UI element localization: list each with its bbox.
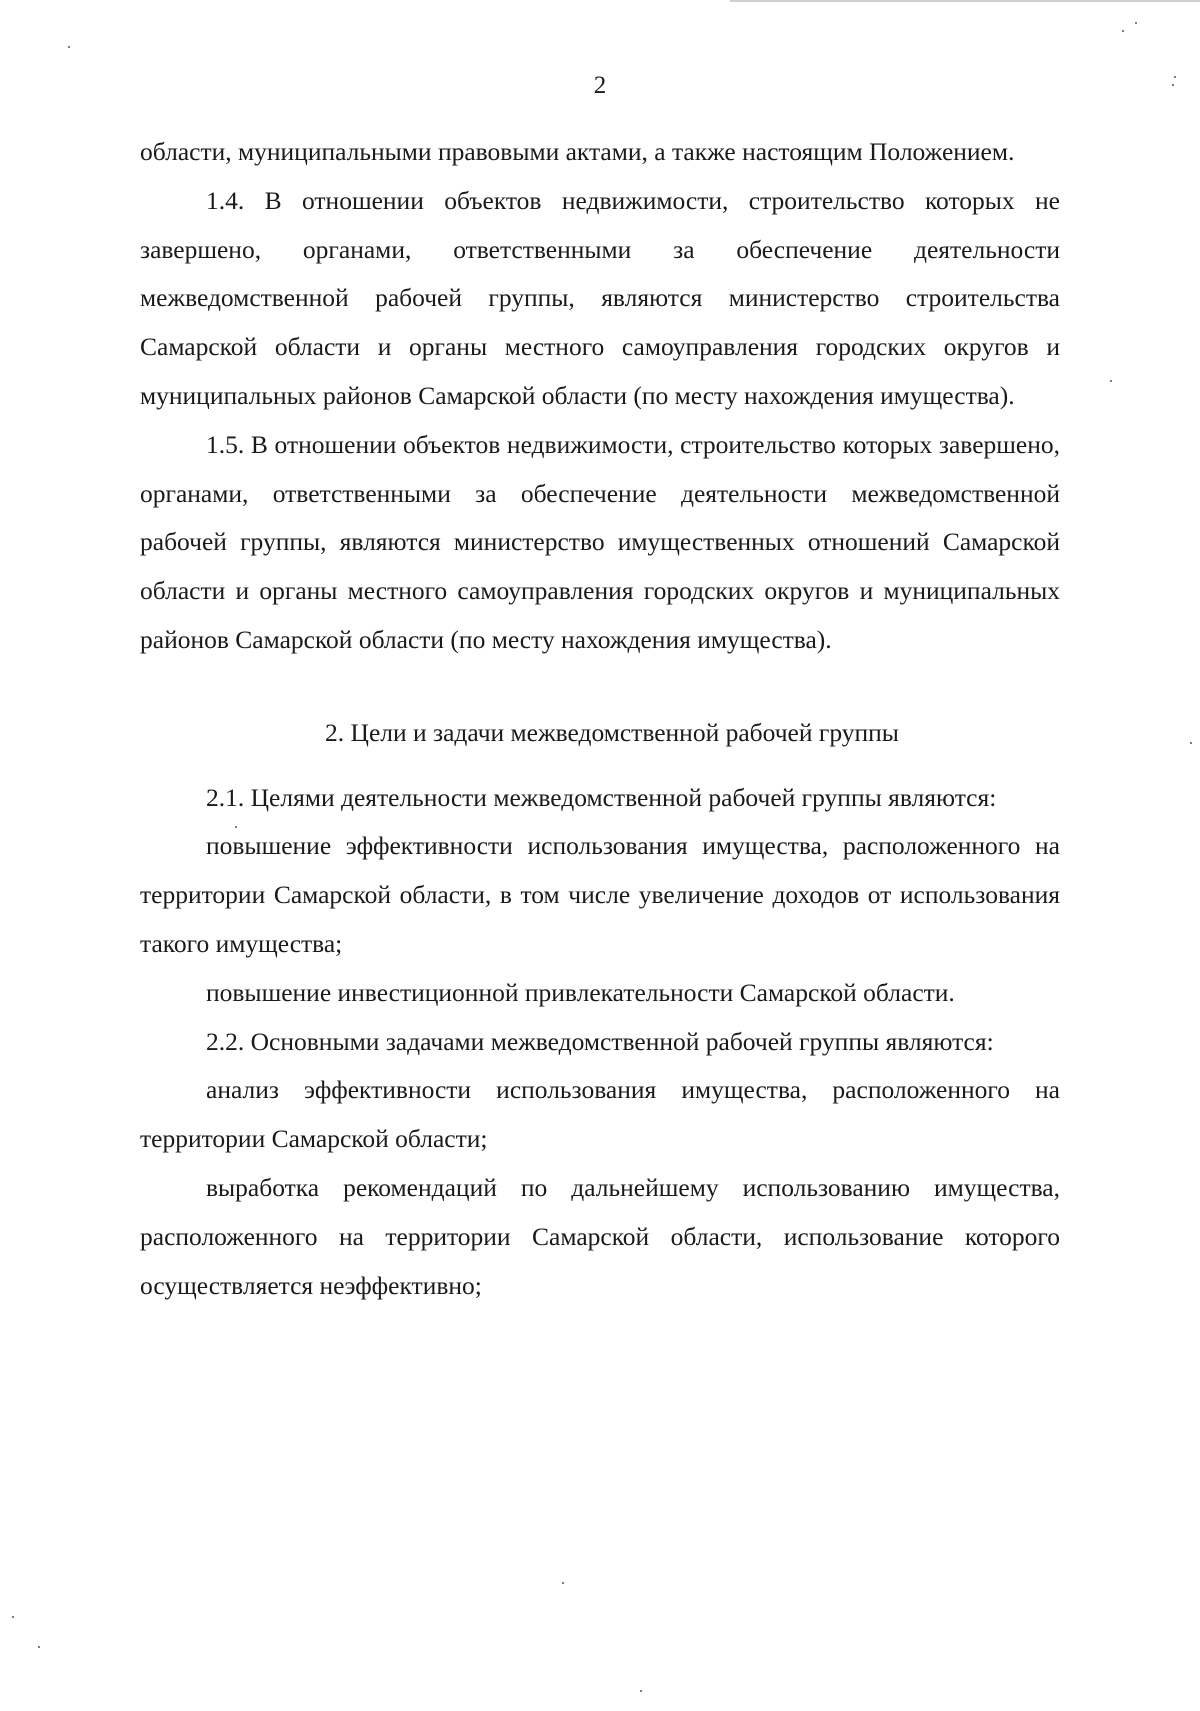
goal-item-1: повышение эффективности использования имущества, расположенного на территории Самарской области, в том числе увеличение доходов от использования такого имущества; bbox=[140, 831, 1060, 958]
paragraph-1-4: 1.4. В отношении объектов недвижимости, строительство которых не завершено, органами, ответственными за обеспечение деятельности межведомственной рабочей группы, являются министерство строительства Самарской области и органы местного самоуправления городских округов и муниципальных районов Самарской области (по месту нахождения имущества). bbox=[140, 185, 1060, 410]
scan-speck bbox=[38, 1646, 40, 1648]
page-number: 2 bbox=[593, 72, 607, 99]
scan-speck bbox=[562, 1582, 564, 1584]
scan-speck bbox=[640, 1690, 642, 1692]
scan-speck bbox=[1190, 742, 1192, 744]
scan-speck bbox=[1174, 76, 1176, 78]
scan-speck bbox=[12, 1616, 14, 1618]
scan-speck bbox=[1110, 380, 1112, 382]
scan-edge-line bbox=[730, 0, 1200, 2]
task-item-2: выработка рекомендаций по дальнейшему использованию имущества, расположенного на территории Самарской области, использование которого осуществляется неэффективно; bbox=[140, 1172, 1060, 1300]
section-heading-2: 2. Цели и задачи межведомственной рабочей группы bbox=[325, 717, 899, 747]
paragraph-2-2: 2.2. Основными задачами межведомственной рабочей группы являются: bbox=[206, 1026, 994, 1056]
paragraph-2-1: 2.1. Целями деятельности межведомственной рабочей группы являются: bbox=[206, 782, 997, 812]
scan-speck bbox=[235, 826, 237, 828]
scan-speck bbox=[68, 46, 70, 48]
goal-item-2: повышение инвестиционной привлекательности Самарской области. bbox=[206, 977, 955, 1007]
paragraph-1-5: 1.5. В отношении объектов недвижимости, строительство которых завершено, органами, ответственными за обеспечение деятельности межведомственной рабочей группы, являются министерство имущественных отношений Самарской области и органы местного самоуправления городских округов и муниципальных районов Самарской области (по месту нахождения имущества). bbox=[140, 429, 1060, 654]
scan-speck bbox=[1135, 22, 1137, 24]
document-body bbox=[140, 128, 1060, 1310]
paragraph-continuation: области, муниципальными правовыми актами, а также настоящим Положением. bbox=[140, 137, 1015, 166]
scan-speck bbox=[1172, 84, 1174, 86]
task-item-1: анализ эффективности использования имущества, расположенного на территории Самарской области; bbox=[140, 1075, 1060, 1154]
scan-speck bbox=[1122, 30, 1124, 32]
